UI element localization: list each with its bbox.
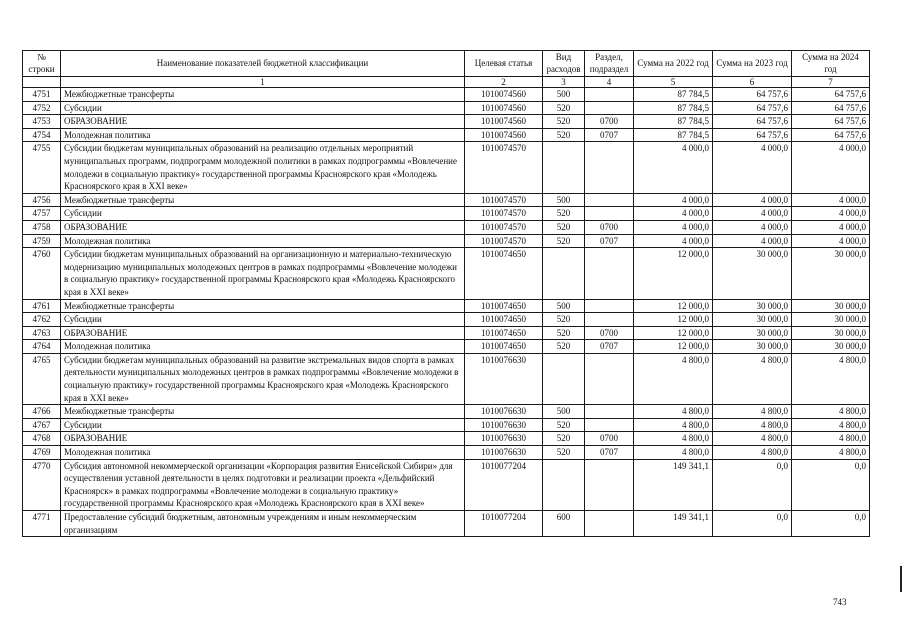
amount-2022: 4 000,0 [634, 142, 713, 193]
section-subsection: 0700 [585, 220, 634, 234]
amount-2024: 4 000,0 [792, 234, 870, 248]
amount-2024: 30 000,0 [792, 340, 870, 354]
target-article: 1010076630 [465, 418, 543, 432]
indicator-name: ОБРАЗОВАНИЕ [61, 326, 465, 340]
amount-2023: 0,0 [713, 511, 792, 537]
target-article: 1010074560 [465, 115, 543, 129]
column-number: 2 [465, 77, 543, 88]
header-type: Вид расходов [543, 51, 585, 77]
indicator-name: Межбюджетные трансферты [61, 193, 465, 207]
indicator-name: Молодежная политика [61, 340, 465, 354]
indicator-name: Субсидия автономной некоммерческой организации «Корпорация развития Енисейской Сибири» для осуществления уставной деятельности в целях подготовки и реализации проекта «Дельфийский Красноярск» в рамках подпрограммы «Вовлечение молодежи в социальную практику» государственной программы Красноярского края «Молодежь Красноярского края в XXI веке» [61, 459, 465, 510]
amount-2022: 12 000,0 [634, 340, 713, 354]
column-number: 7 [792, 77, 870, 88]
table-row [23, 207, 870, 221]
column-number: 6 [713, 77, 792, 88]
indicator-name: Субсидии бюджетам муниципальных образований на организационную и материально-техническую модернизацию муниципальных молодежных центров в рамках подпрограммы «Вовлечение молодежи в социальную практику» государственной программы Красноярского края «Молодежь Красноярского края в XXI веке» [61, 248, 465, 299]
amount-2024: 64 757,6 [792, 115, 870, 129]
row-number: 4769 [23, 446, 61, 460]
row-number: 4766 [23, 405, 61, 419]
row-number: 4771 [23, 511, 61, 537]
table-row [23, 353, 870, 404]
amount-2024: 30 000,0 [792, 299, 870, 313]
section-subsection [585, 193, 634, 207]
table-row [23, 193, 870, 207]
row-number: 4770 [23, 459, 61, 510]
expense-type [543, 142, 585, 193]
table-row [23, 101, 870, 115]
table-row [23, 128, 870, 142]
table-row [23, 405, 870, 419]
target-article: 1010076630 [465, 353, 543, 404]
section-subsection [585, 511, 634, 537]
amount-2022: 149 341,1 [634, 459, 713, 510]
row-number: 4764 [23, 340, 61, 354]
target-article: 1010074570 [465, 220, 543, 234]
row-number: 4768 [23, 432, 61, 446]
expense-type: 520 [543, 115, 585, 129]
header-row-no: № строки [23, 51, 61, 77]
amount-2024: 4 000,0 [792, 220, 870, 234]
table-body [23, 88, 870, 537]
amount-2024: 4 800,0 [792, 353, 870, 404]
amount-2022: 87 784,5 [634, 88, 713, 102]
header-2024: Сумма на 2024 год [792, 51, 870, 77]
section-subsection: 0707 [585, 234, 634, 248]
amount-2023: 4 800,0 [713, 446, 792, 460]
section-subsection [585, 248, 634, 299]
indicator-name: Молодежная политика [61, 446, 465, 460]
expense-type: 520 [543, 418, 585, 432]
amount-2022: 12 000,0 [634, 326, 713, 340]
expense-type: 520 [543, 207, 585, 221]
amount-2022: 87 784,5 [634, 101, 713, 115]
amount-2024: 4 800,0 [792, 418, 870, 432]
target-article: 1010074570 [465, 234, 543, 248]
amount-2024: 4 800,0 [792, 432, 870, 446]
amount-2023: 64 757,6 [713, 128, 792, 142]
table-row [23, 446, 870, 460]
indicator-name: ОБРАЗОВАНИЕ [61, 432, 465, 446]
expense-type: 600 [543, 511, 585, 537]
amount-2023: 30 000,0 [713, 326, 792, 340]
section-subsection [585, 313, 634, 327]
target-article: 1010074650 [465, 248, 543, 299]
amount-2023: 4 000,0 [713, 142, 792, 193]
expense-type: 520 [543, 220, 585, 234]
row-number: 4767 [23, 418, 61, 432]
indicator-name: Субсидии бюджетам муниципальных образований на реализацию отдельных мероприятий муниципальных программ, подпрограмм молодежной политики в рамках подпрограммы «Вовлечение молодежи в социальную практику» государственной программы Красноярского края «Молодежь Красноярского края в XXI веке» [61, 142, 465, 193]
row-number: 4758 [23, 220, 61, 234]
amount-2023: 64 757,6 [713, 115, 792, 129]
target-article: 1010074560 [465, 128, 543, 142]
table-row [23, 234, 870, 248]
indicator-name: Субсидии [61, 207, 465, 221]
section-subsection [585, 88, 634, 102]
target-article: 1010074570 [465, 142, 543, 193]
amount-2024: 4 000,0 [792, 207, 870, 221]
indicator-name: ОБРАЗОВАНИЕ [61, 115, 465, 129]
amount-2024: 64 757,6 [792, 101, 870, 115]
amount-2022: 149 341,1 [634, 511, 713, 537]
amount-2023: 30 000,0 [713, 340, 792, 354]
amount-2022: 4 800,0 [634, 405, 713, 419]
page-number: 743 [833, 597, 847, 607]
amount-2023: 64 757,6 [713, 101, 792, 115]
table-row [23, 432, 870, 446]
scan-edge-mark [900, 566, 902, 592]
amount-2024: 4 000,0 [792, 193, 870, 207]
table-row [23, 418, 870, 432]
table-row [23, 115, 870, 129]
expense-type: 520 [543, 432, 585, 446]
table-row [23, 220, 870, 234]
indicator-name: Субсидии бюджетам муниципальных образований на развитие экстремальных видов спорта в рамках деятельности муниципальных молодежных центров в рамках подпрограммы «Вовлечение молодежи в социальную практику» государственной программы Красноярского края «Молодежь Красноярского края в XXI веке» [61, 353, 465, 404]
amount-2024: 30 000,0 [792, 313, 870, 327]
section-subsection [585, 418, 634, 432]
table-row [23, 313, 870, 327]
section-subsection [585, 142, 634, 193]
row-number: 4761 [23, 299, 61, 313]
target-article: 1010074650 [465, 299, 543, 313]
amount-2022: 4 800,0 [634, 418, 713, 432]
amount-2022: 4 000,0 [634, 193, 713, 207]
amount-2022: 87 784,5 [634, 128, 713, 142]
section-subsection: 0707 [585, 128, 634, 142]
target-article: 1010076630 [465, 432, 543, 446]
expense-type: 520 [543, 313, 585, 327]
header-2022: Сумма на 2022 год [634, 51, 713, 77]
expense-type: 520 [543, 340, 585, 354]
expense-type: 500 [543, 299, 585, 313]
row-number: 4752 [23, 101, 61, 115]
row-number: 4756 [23, 193, 61, 207]
section-subsection: 0700 [585, 326, 634, 340]
column-number-row [23, 77, 870, 88]
table-row [23, 340, 870, 354]
table-row [23, 88, 870, 102]
amount-2022: 4 000,0 [634, 207, 713, 221]
table-row [23, 326, 870, 340]
column-number: 1 [61, 77, 465, 88]
expense-type: 520 [543, 326, 585, 340]
table-row [23, 299, 870, 313]
section-subsection: 0700 [585, 115, 634, 129]
section-subsection [585, 353, 634, 404]
column-number: 5 [634, 77, 713, 88]
amount-2024: 4 000,0 [792, 142, 870, 193]
amount-2022: 12 000,0 [634, 313, 713, 327]
amount-2023: 4 000,0 [713, 207, 792, 221]
amount-2023: 4 800,0 [713, 353, 792, 404]
amount-2024: 0,0 [792, 511, 870, 537]
target-article: 1010074560 [465, 88, 543, 102]
column-number [23, 77, 61, 88]
amount-2023: 4 800,0 [713, 432, 792, 446]
header-target: Целевая статья [465, 51, 543, 77]
expense-type: 520 [543, 446, 585, 460]
amount-2022: 4 800,0 [634, 446, 713, 460]
expense-type [543, 353, 585, 404]
header-name: Наименование показателей бюджетной классификации [61, 51, 465, 77]
amount-2024: 30 000,0 [792, 326, 870, 340]
expense-type: 520 [543, 101, 585, 115]
amount-2024: 4 800,0 [792, 446, 870, 460]
amount-2023: 30 000,0 [713, 248, 792, 299]
amount-2023: 30 000,0 [713, 299, 792, 313]
expense-type: 500 [543, 405, 585, 419]
row-number: 4760 [23, 248, 61, 299]
row-number: 4755 [23, 142, 61, 193]
row-number: 4759 [23, 234, 61, 248]
target-article: 1010074570 [465, 193, 543, 207]
section-subsection [585, 405, 634, 419]
indicator-name: Межбюджетные трансферты [61, 299, 465, 313]
amount-2022: 4 000,0 [634, 220, 713, 234]
header-2023: Сумма на 2023 год [713, 51, 792, 77]
expense-type: 500 [543, 193, 585, 207]
table-row [23, 459, 870, 510]
row-number: 4763 [23, 326, 61, 340]
section-subsection [585, 101, 634, 115]
amount-2022: 12 000,0 [634, 248, 713, 299]
amount-2022: 87 784,5 [634, 115, 713, 129]
indicator-name: Предоставление субсидий бюджетным, автономным учреждениям и иным некоммерческим организациям [61, 511, 465, 537]
amount-2023: 0,0 [713, 459, 792, 510]
target-article: 1010074650 [465, 326, 543, 340]
amount-2023: 4 800,0 [713, 418, 792, 432]
section-subsection: 0707 [585, 340, 634, 354]
section-subsection: 0700 [585, 432, 634, 446]
row-number: 4757 [23, 207, 61, 221]
target-article: 1010076630 [465, 446, 543, 460]
column-number: 3 [543, 77, 585, 88]
indicator-name: Субсидии [61, 313, 465, 327]
section-subsection [585, 299, 634, 313]
expense-type [543, 459, 585, 510]
target-article: 1010074560 [465, 101, 543, 115]
amount-2022: 4 800,0 [634, 432, 713, 446]
amount-2023: 30 000,0 [713, 313, 792, 327]
target-article: 1010074650 [465, 340, 543, 354]
section-subsection [585, 459, 634, 510]
row-number: 4753 [23, 115, 61, 129]
indicator-name: Межбюджетные трансферты [61, 405, 465, 419]
indicator-name: Межбюджетные трансферты [61, 88, 465, 102]
table-row [23, 248, 870, 299]
column-number: 4 [585, 77, 634, 88]
budget-table [22, 50, 870, 537]
indicator-name: ОБРАЗОВАНИЕ [61, 220, 465, 234]
indicator-name: Субсидии [61, 101, 465, 115]
row-number: 4765 [23, 353, 61, 404]
target-article: 1010077204 [465, 511, 543, 537]
amount-2023: 4 000,0 [713, 193, 792, 207]
expense-type [543, 248, 585, 299]
target-article: 1010076630 [465, 405, 543, 419]
amount-2022: 4 000,0 [634, 234, 713, 248]
table-row [23, 142, 870, 193]
table-header-row [23, 51, 870, 77]
amount-2022: 12 000,0 [634, 299, 713, 313]
target-article: 1010074570 [465, 207, 543, 221]
amount-2024: 30 000,0 [792, 248, 870, 299]
amount-2023: 64 757,6 [713, 88, 792, 102]
expense-type: 520 [543, 128, 585, 142]
indicator-name: Молодежная политика [61, 234, 465, 248]
target-article: 1010077204 [465, 459, 543, 510]
target-article: 1010074650 [465, 313, 543, 327]
row-number: 4762 [23, 313, 61, 327]
amount-2024: 0,0 [792, 459, 870, 510]
header-section: Раздел, подраздел [585, 51, 634, 77]
section-subsection [585, 207, 634, 221]
table-row [23, 511, 870, 537]
indicator-name: Субсидии [61, 418, 465, 432]
amount-2022: 4 800,0 [634, 353, 713, 404]
amount-2023: 4 000,0 [713, 220, 792, 234]
row-number: 4751 [23, 88, 61, 102]
row-number: 4754 [23, 128, 61, 142]
indicator-name: Молодежная политика [61, 128, 465, 142]
amount-2023: 4 000,0 [713, 234, 792, 248]
amount-2024: 4 800,0 [792, 405, 870, 419]
expense-type: 500 [543, 88, 585, 102]
amount-2024: 64 757,6 [792, 88, 870, 102]
amount-2024: 64 757,6 [792, 128, 870, 142]
amount-2023: 4 800,0 [713, 405, 792, 419]
section-subsection: 0707 [585, 446, 634, 460]
expense-type: 520 [543, 234, 585, 248]
